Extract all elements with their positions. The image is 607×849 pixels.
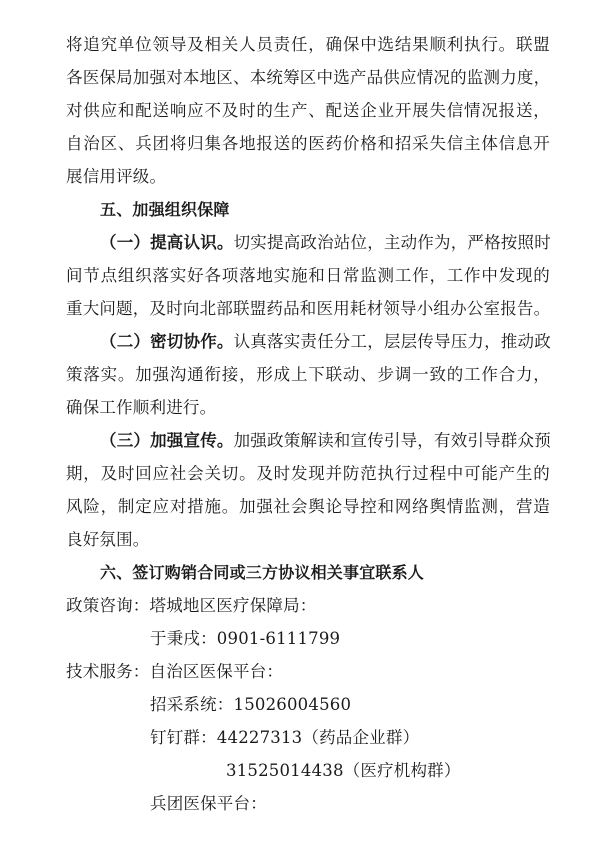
item-2-label: （二）密切协作。	[100, 332, 234, 351]
item-3-line-2: 期，及时回应社会关切。及时发现并防范执行过程中可能产生的	[66, 464, 550, 483]
tech-org: 自治区医保平台：	[149, 662, 284, 681]
item-1-line-2: 间节点组织落实好各项落地实施和日常监测工作，工作中发现的	[66, 266, 550, 285]
policy-contact: 于秉戌：0901-6111799	[150, 629, 341, 648]
policy-label: 政策咨询：	[66, 596, 150, 615]
item-3-line-3: 风险，制定应对措施。加强社会舆论导控和网络舆情监测，营造	[66, 497, 550, 516]
tech-dingtalk-2: 31525014438（医疗机构群）	[226, 761, 461, 780]
item-1-label: （一）提高认识。	[100, 233, 234, 252]
tech-line	[66, 661, 283, 683]
para-tracing-line-5: 展信用评级。	[66, 167, 167, 186]
tech-label: 技术服务：	[66, 662, 150, 681]
item-1-line-1	[100, 232, 550, 254]
item-1-text: 切实提高政治站位，主动作为，严格按照时	[233, 233, 551, 252]
tech-dingtalk-1: 钉钉群：44227313（药品企业群）	[150, 728, 420, 747]
policy-line	[66, 595, 317, 617]
item-3-text: 加强政策解读和宣传引导，有效引导群众预	[233, 431, 551, 450]
tech-bingtuan: 兵团医保平台：	[150, 794, 267, 813]
policy-org: 塔城地区医疗保障局：	[149, 596, 317, 615]
item-3-label: （三）加强宣传。	[100, 431, 234, 450]
para-tracing-line-1: 将追究单位领导及相关人员责任，确保中选结果顺利执行。联盟	[66, 35, 550, 54]
section-5-heading: 五、加强组织保障	[100, 200, 230, 219]
tech-procurement: 招采系统：15026004560	[150, 695, 352, 714]
item-3-line-1	[100, 430, 550, 452]
para-tracing-line-3: 对供应和配送响应不及时的生产、配送企业开展失信情况报送，	[66, 101, 550, 120]
item-2-line-1	[100, 331, 550, 353]
item-2-line-2: 策落实。加强沟通衔接，形成上下联动、步调一致的工作合力，	[66, 365, 550, 384]
item-2-line-3: 确保工作顺利进行。	[66, 398, 217, 417]
para-tracing-line-4: 自治区、兵团将归集各地报送的医药价格和招采失信主体信息开	[66, 134, 550, 153]
item-3-line-4: 良好氛围。	[66, 530, 150, 549]
item-1-line-3: 重大问题，及时向北部联盟药品和医用耗材领导小组办公室报告。	[66, 299, 551, 318]
section-6-heading: 六、签订购销合同或三方协议相关事宜联系人	[100, 563, 425, 582]
item-2-text: 认真落实责任分工，层层传导压力，推动政	[233, 332, 551, 351]
para-tracing-line-2: 各医保局加强对本地区、本统筹区中选产品供应情况的监测力度，	[66, 68, 551, 87]
